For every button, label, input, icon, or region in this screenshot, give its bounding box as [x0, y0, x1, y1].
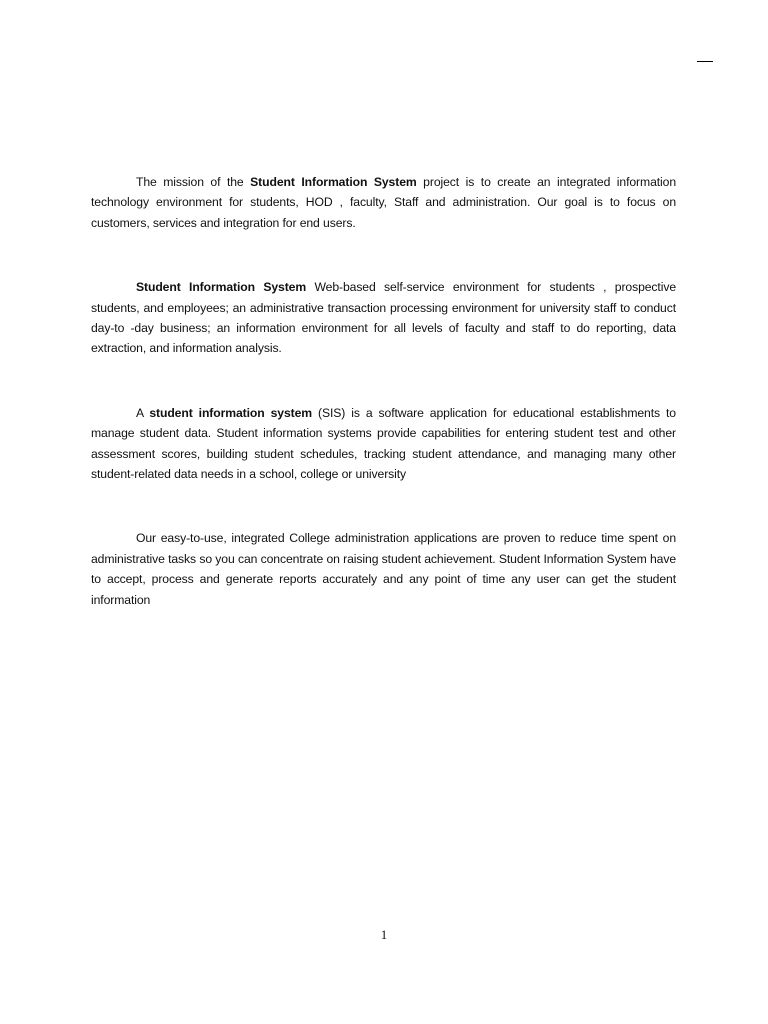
paragraph-bold-term: student information system: [149, 405, 312, 420]
paragraph-lead: The mission of the: [136, 175, 251, 189]
document-body: [91, 172, 676, 610]
paragraph-text: Web-based self-service environment for students , prospective students, and employees; an administrative transaction processing environment for university staff to conduct day-to -day business; an information environment for all levels of faculty and staff to do reporting, data extraction, and information analysis.: [91, 280, 676, 356]
paragraph-text: project is to create an integrated information technology environment for students, HOD , faculty, Staff and administration. Our goal is to focus on customers, services and integration for end users.: [91, 175, 676, 230]
header-rule-mark: [697, 61, 713, 62]
page-number: 1: [380, 927, 388, 942]
paragraph-environment: [91, 277, 676, 359]
paragraph-mission: [91, 172, 676, 233]
paragraph-bold-term: Student Information System: [136, 280, 307, 295]
paragraph-definition: [91, 403, 676, 485]
paragraph-lead: A: [136, 405, 150, 420]
paragraph-benefits: [91, 528, 676, 610]
paragraph-text: (SIS) is a software application for educational establishments to manage student data. Student information systems provide capabilities for entering student test and other assessment scores, building student schedules, tracking student attendance, and managing many other student-related data needs in a school, college or university: [91, 405, 676, 482]
paragraph-text: Our easy-to-use, integrated College administration applications are proven to reduce time spent on administrative tasks so you can concentrate on raising student achievement. Student Information System have to accept, process and generate reports accurately and any point of time any user can get the student information: [91, 531, 676, 607]
paragraph-bold-term: Student Information System: [250, 175, 417, 189]
